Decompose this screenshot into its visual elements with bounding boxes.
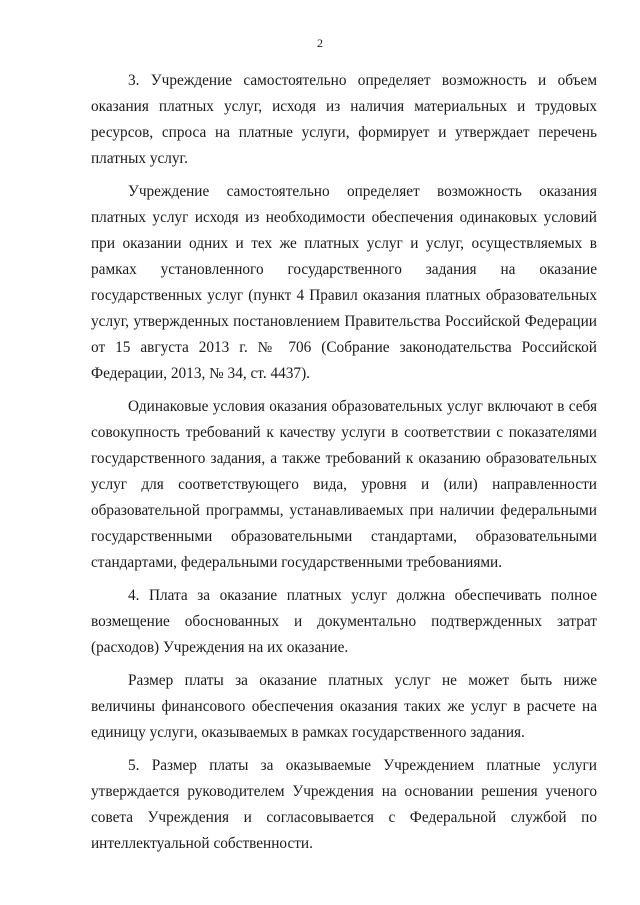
page-number: 2 xyxy=(317,36,323,50)
paragraph-equal-conditions: Учреждение самостоятельно определяет возможность оказания платных услуг исходя из необходимости обеспечения одинаковых условий при оказании одних и тех же платных услуг и услуг, осуществляемых в рамках установленного государственного задания на оказание государственных услуг (пункт 4 Правил оказания платных образовательных услуг, утвержденных постановлением Правительства Российской Федерации от 15 августа 2013 г. № 706 (Собрание законодательства Российской Федерации, 2013, № 34, ст. 4437). xyxy=(91,183,597,382)
paragraph-conditions-definition: Одинаковые условия оказания образовательных услуг включают в себя совокупность требований к качеству услуги в соответствии с показателями государственного задания, а также требований к оказанию образовательных услуг для соответствующего вида, уровня и (или) направленности образовательной программы, устанавливаемых при наличии федеральными государственными образовательными стандартами, образовательными стандартами, федеральными государственными требованиями. xyxy=(91,398,597,571)
paragraph-item-4: 4. Плата за оказание платных услуг должна обеспечивать полное возмещение обоснованных и документально подтвержденных затрат (расходов) Учреждения на их оказание. xyxy=(91,587,597,656)
paragraph-minimum-fee: Размер платы за оказание платных услуг не может быть ниже величины финансового обеспечения оказания таких же услуг в расчете на единицу услуги, оказываемых в рамках государственного задания. xyxy=(91,672,597,741)
paragraph-item-5: 5. Размер платы за оказываемые Учреждением платные услуги утверждается руководителем Учреждения на основании решения ученого совета Учреждения и согласовывается с Федеральной службой по интеллектуальной собственности. xyxy=(91,757,597,852)
paragraph-item-3: 3. Учреждение самостоятельно определяет возможность и объем оказания платных услуг, исходя из наличия материальных и трудовых ресурсов, спроса на платные услуги, формирует и утверждает перечень платных услуг. xyxy=(91,72,597,167)
document-body xyxy=(91,68,597,857)
